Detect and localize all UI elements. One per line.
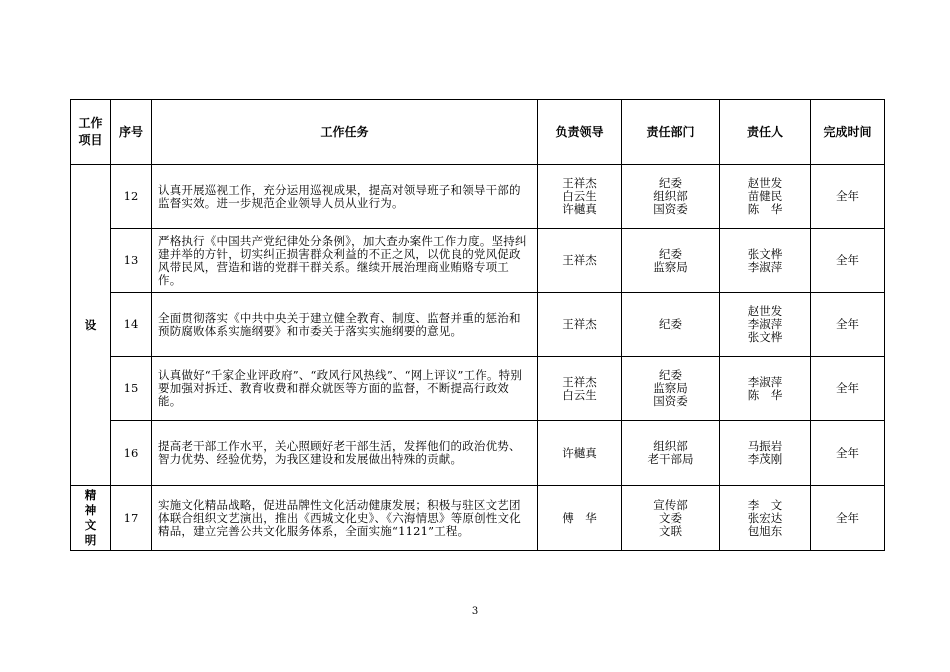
dept-name: 老干部局 — [647, 452, 694, 466]
seq-cell: 13 — [111, 229, 152, 293]
person-name: 李茂刚 — [747, 452, 783, 466]
leader-cell — [538, 165, 622, 229]
table-row — [71, 293, 885, 357]
person-name: 苗健民 — [747, 189, 783, 203]
header-category — [71, 100, 111, 165]
dept-name: 文委 — [659, 510, 682, 525]
task-cell: 严格执行《中国共产党纪律处分条例》，加大查办案件工作力度。坚持纠建并举的方针，切实纠正损害群众利益的不正之风，以优良的党风促政风带民风，营造和谐的党群干群关系。继续开展治理商业贿赂专项工作。 — [152, 229, 538, 293]
dept-name: 宣传部 — [653, 497, 688, 512]
person-cell — [720, 293, 811, 357]
person-name: 赵世发 — [747, 176, 783, 190]
person-cell — [720, 486, 811, 551]
dept-name: 纪委 — [659, 176, 682, 190]
person-name: 陈 华 — [747, 202, 783, 216]
person-name: 包旭东 — [747, 523, 783, 538]
leader-name: 许樾真 — [562, 202, 597, 216]
seq-cell: 14 — [111, 293, 152, 357]
task-cell: 提高老干部工作水平，关心照顾好老干部生活，发挥他们的政治优势、智力优势、经验优势，为我区建设和发展做出特殊的贡献。 — [152, 421, 538, 486]
dept-cell — [622, 357, 720, 421]
dept-name: 监察局 — [653, 259, 688, 274]
header-person: 责任人 — [720, 100, 811, 165]
person-name: 张文桦 — [747, 246, 783, 261]
person-cell — [720, 165, 811, 229]
category-cell — [71, 486, 111, 551]
dept-name: 组织部 — [653, 439, 688, 453]
header-time: 完成时间 — [811, 100, 885, 165]
dept-name: 组织部 — [653, 189, 688, 203]
time-cell: 全年 — [811, 357, 885, 421]
leader-name: 白云生 — [562, 189, 597, 203]
leader-name: 王祥杰 — [562, 176, 597, 190]
seq-cell: 17 — [111, 486, 152, 551]
header-leader: 负责领导 — [538, 100, 622, 165]
leader-name: 王祥杰 — [562, 317, 597, 331]
person-cell — [720, 421, 811, 486]
task-cell: 认真做好“千家企业评政府”、“政风行风热线”、“网上评议”工作。特别要加强对拆迁、教育收费和群众就医等方面的监督，不断提高行政效能。 — [152, 357, 538, 421]
task-cell: 实施文化精品战略，促进品牌性文化活动健康发展；积极与驻区文艺团体联合组织文艺演出，推出《西城文化史》、《六海情思》等原创性文化精品，建立完善公共文化服务体系，全面实施“1121”工程。 — [152, 486, 538, 551]
category-cell: 设 — [71, 165, 111, 486]
person-name: 李淑萍 — [747, 259, 783, 274]
person-name: 李淑萍 — [747, 374, 783, 389]
seq-cell: 12 — [111, 165, 152, 229]
dept-name: 纪委 — [659, 368, 682, 382]
leader-cell — [538, 357, 622, 421]
dept-name: 文联 — [659, 523, 682, 538]
dept-name: 监察局 — [653, 381, 688, 395]
time-cell: 全年 — [811, 165, 885, 229]
leader-name: 许樾真 — [562, 445, 597, 460]
table-row — [71, 421, 885, 486]
dept-name: 国资委 — [653, 202, 688, 216]
header-seq: 序号 — [111, 100, 152, 165]
header-dept: 责任部门 — [622, 100, 720, 165]
dept-cell — [622, 293, 720, 357]
work-plan-table — [70, 99, 885, 551]
time-cell: 全年 — [811, 421, 885, 486]
dept-cell — [622, 229, 720, 293]
person-name: 陈 华 — [747, 387, 783, 402]
leader-name: 傅 华 — [562, 510, 597, 525]
person-cell — [720, 357, 811, 421]
person-name: 张宏达 — [747, 510, 783, 525]
time-cell: 全年 — [811, 486, 885, 551]
leader-cell — [538, 229, 622, 293]
person-name: 赵世发 — [747, 304, 783, 318]
table-row — [71, 229, 885, 293]
leader-name: 白云生 — [562, 387, 597, 402]
leader-cell — [538, 421, 622, 486]
table-row — [71, 486, 885, 551]
seq-cell: 16 — [111, 421, 152, 486]
header-category-text: 工作项目 — [78, 116, 103, 147]
time-cell: 全年 — [811, 229, 885, 293]
table-header-row — [71, 100, 885, 165]
person-name: 张文桦 — [747, 330, 783, 344]
table-row — [71, 357, 885, 421]
task-cell: 认真开展巡视工作，充分运用巡视成果，提高对领导班子和领导干部的监督实效。进一步规范企业领导人员从业行为。 — [152, 165, 538, 229]
person-name: 马振岩 — [747, 439, 783, 453]
dept-cell — [622, 165, 720, 229]
seq-cell: 15 — [111, 357, 152, 421]
dept-name: 国资委 — [653, 394, 688, 408]
leader-cell — [538, 293, 622, 357]
person-cell — [720, 229, 811, 293]
table-row — [71, 165, 885, 229]
dept-name: 纪委 — [659, 246, 682, 261]
person-name: 李淑萍 — [747, 317, 783, 331]
page-number: 3 — [471, 606, 479, 617]
header-task: 工作任务 — [152, 100, 538, 165]
task-cell: 全面贯彻落实《中共中央关于建立健全教育、制度、监督并重的惩治和预防腐败体系实施纲要》和市委关于落实实施纲要的意见。 — [152, 293, 538, 357]
dept-cell — [622, 486, 720, 551]
dept-cell — [622, 421, 720, 486]
leader-name: 王祥杰 — [562, 374, 597, 389]
leader-cell — [538, 486, 622, 551]
dept-name: 纪委 — [659, 317, 682, 331]
time-cell: 全年 — [811, 293, 885, 357]
person-name: 李 文 — [747, 497, 783, 512]
category-text: 精神文明 — [84, 488, 97, 547]
leader-name: 王祥杰 — [562, 253, 597, 267]
